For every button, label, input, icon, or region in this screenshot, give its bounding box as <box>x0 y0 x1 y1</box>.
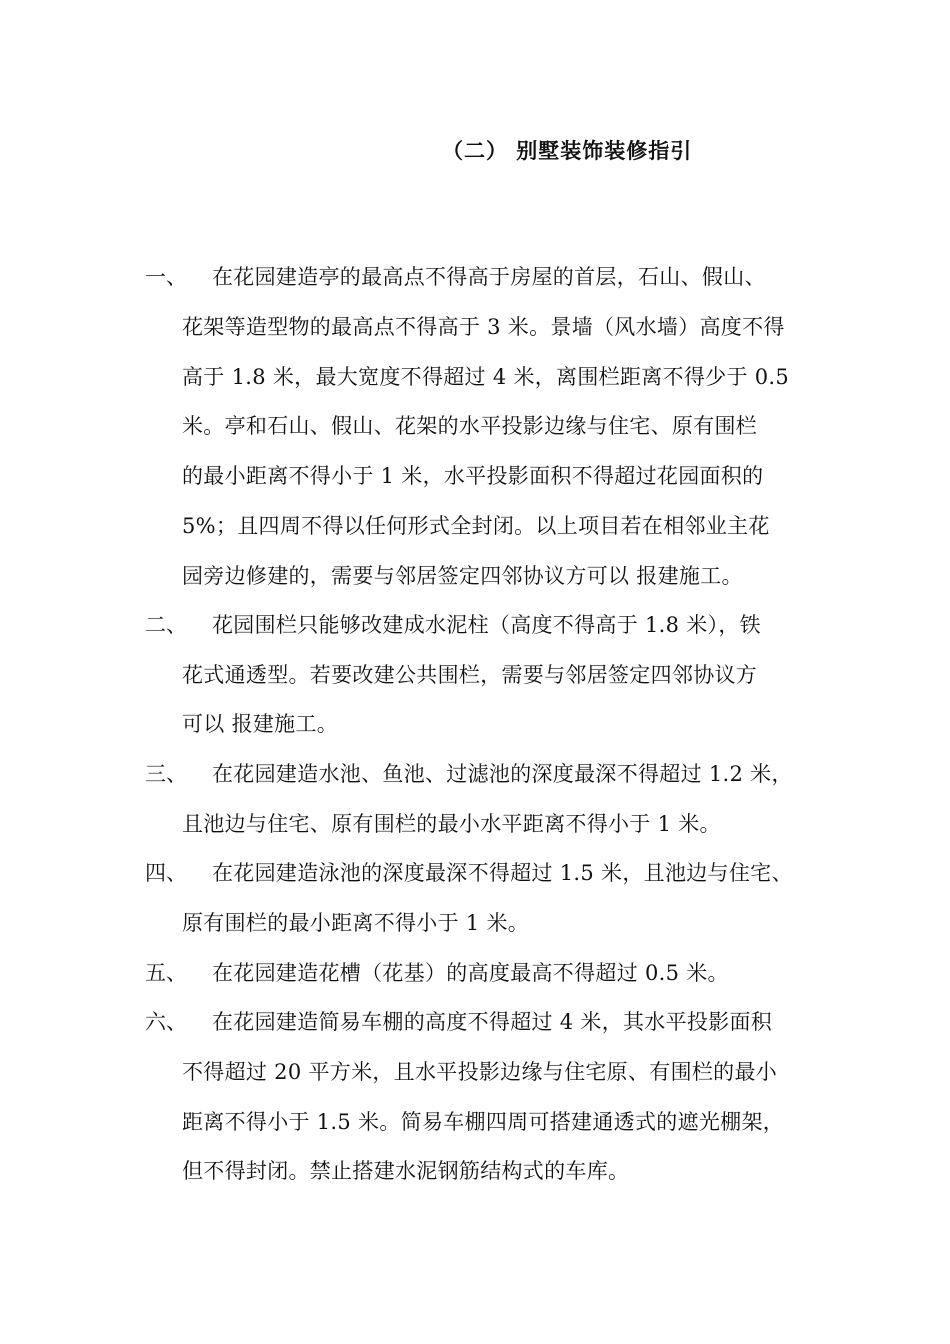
item-text-line: 5%；且四周不得以任何形式全封闭。以上项目若在相邻业主花 <box>182 514 770 538</box>
item-text-line: 花园围栏只能够改建成水泥柱（高度不得高于 1.8 米），铁 <box>212 613 761 637</box>
document-title: （二） 别墅装饰装修指引 <box>442 139 693 163</box>
item-number: 一、 <box>145 265 187 289</box>
item-text-line: 不得超过 20 平方米，且水平投影边缘与住宅原、有围栏的最小 <box>182 1060 778 1084</box>
item-text-line: 距离不得小于 1.5 米。简易车棚四周可搭建通透式的遮光棚架， <box>182 1110 785 1134</box>
item-number: 五、 <box>145 961 187 985</box>
item-text-line: 在花园建造泳池的深度最深不得超过 1.5 米，且池边与住宅、 <box>212 861 793 885</box>
item-text-line: 花式通透型。若要改建公共围栏，需要与邻居签定四邻协议方 <box>182 663 758 687</box>
item-text-line: 在花园建造水池、鱼池、过滤池的深度最深不得超过 1.2 米， <box>212 762 793 786</box>
item-text-line: 米。亭和石山、假山、花架的水平投影边缘与住宅、原有围栏 <box>182 414 758 438</box>
item-text-line: 园旁边修建的，需要与邻居签定四邻协议方可以 报建施工。 <box>182 564 743 588</box>
item-number: 六、 <box>145 1010 187 1034</box>
item-text-line: 在花园建造亭的最高点不得高于房屋的首层，石山、假山、 <box>212 265 766 289</box>
item-text-line: 在花园建造花槽（花基）的高度最高不得超过 0.5 米。 <box>212 961 729 985</box>
item-text-line: 在花园建造简易车棚的高度不得超过 4 米，其水平投影面积 <box>212 1010 773 1034</box>
item-text-line: 花架等造型物的最高点不得高于 3 米。景墙（风水墙）高度不得 <box>182 315 785 339</box>
item-text-line: 且池边与住宅、原有围栏的最小水平距离不得小于 1 米。 <box>182 812 721 836</box>
item-text-line: 高于 1.8 米，最大宽度不得超过 4 米，离围栏距离不得少于 0.5 <box>182 365 790 389</box>
item-text-line: 原有围栏的最小距离不得小于 1 米。 <box>182 911 530 935</box>
item-text-line: 的最小距离不得小于 1 米，水平投影面积不得超过花园面积的 <box>182 464 764 488</box>
item-text-line: 可以 报建施工。 <box>182 712 339 736</box>
item-number: 四、 <box>145 861 187 885</box>
item-number: 二、 <box>145 613 187 637</box>
item-number: 三、 <box>145 762 187 786</box>
item-text-line: 但不得封闭。禁止搭建水泥钢筋结构式的车库。 <box>182 1159 630 1183</box>
